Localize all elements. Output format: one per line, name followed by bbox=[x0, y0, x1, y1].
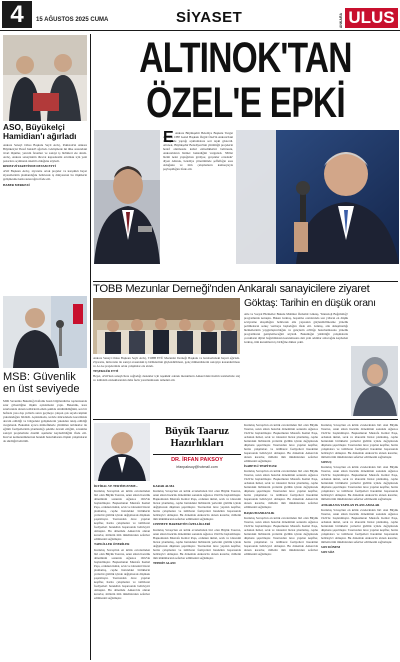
tobb-photo-image bbox=[93, 298, 240, 354]
goktas-headline: Göktaş: Tarihin en düşük oranı bbox=[244, 298, 376, 309]
brand-logo: ULUS bbox=[345, 8, 398, 28]
lead-caption-block bbox=[236, 264, 399, 274]
author-photo bbox=[94, 423, 150, 481]
column-para-5: Kurtuluş Savaşı'nın en kritik evrelerinden biri olan Büyük Taarruz, uzun süren hazırlık döneminin sonunda Ağustos 1922'de başlatılmıştır. Başkomutan Mustafa Kemal Paşa, ordunun ikmal, sevk ve idaresini bizzat planlamış, cephe hattındaki birliklerin yerlerini gizlilik içinde değiştirerek düşmanı şaşırtmıştır. Taarruzdan önce yapılan keşifler, harita çalışmaları ve istihbarat faaliyetleri harekâtın başarısında belirleyici olmuştur. Bu dönemde Ankara'da alınan kararlar, milletin tüm imkânlarının seferber edilmesini sağlamıştır. bbox=[244, 423, 318, 463]
aso-body bbox=[3, 143, 87, 271]
column-sub-4: CEPHEYE HAREKETİN ÖZELLİKLERİ bbox=[153, 522, 211, 527]
tobb-body-text: Ankara Sanayi Odası Başkanı Seyit Ardıç, TOBB ETÜ Mezunlar Derneği Başkanı ve beraberindeki heyeti ağırladı. Ziyarette, üniversite ile sanayi arasındaki iş birliklerinin güçlendirilmesi, genç mühendislerin sanayiye kazandırılması ve Ar-Ge projelerinde ortak çalışmalar ele alındı. bbox=[93, 356, 240, 368]
aso-photo-image bbox=[3, 35, 87, 121]
msb-headline-line1: MSB: Güvenlik bbox=[3, 371, 76, 383]
brand-tag: ANKARA bbox=[339, 13, 343, 29]
left-column-divider bbox=[90, 34, 91, 660]
msb-body: Milli Savunma Bakanlığı haftalık basın bilgilendirme toplantısında sınır güvenliğine ilişkin açıklamalar yaptı. Bakanlık, kara sınırlarında alınan tedbirlerin etkin şekilde sürdürüldüğünü, son bir haftada yasa dışı yollarla sınırı geçmeye çalışan çok sayıda kişinin yakalandığını bildirdi. Açıklamada, terörle mücadelede kararlılıkla devam edildiği ve bölgedeki gelişmelerin yakından takip edildiği vurgulandı. Bakanlık ayrıca müttefiklerle yürütülen tatbikatlar ile eğitim faaliyetlerinin planlandığı şekilde devam ettiğini, savunma sanayii projelerinde önemli aşamalar kaydedildiğini ifade etti. Kuvvet komutanlıklarının harekât hazırlıklarına ilişkin çalışmaların da sürdüğü belirtildi. bbox=[3, 399, 87, 443]
tobb-photo bbox=[93, 298, 240, 354]
tobb-body bbox=[93, 356, 240, 416]
tobb-headline: TOBB Mezunlar Derneği'nden Ankaralı sanayicilere ziyaret bbox=[93, 283, 370, 295]
msb-headline-line2: en üst seviyede bbox=[3, 383, 80, 395]
msb-photo bbox=[3, 296, 87, 368]
goktas-body: Aile ve Sosyal Hizmetler Bakanı Mahinur Özdemir Göktaş, 'Teknoloji Bağımlılığı' programında konuştu. Bakan Göktaş, boşanma oranlarında son yılların en düşük seviyesine ulaşıldığını belirterek aile yapısının güçlendirilmesine yönelik politikaların sonuç vermeye başladığını ifade etti. Göktaş, aile danışmanlığı hizmetlerinin yaygınlaştırıldığını ve gençlerin evliliğe hazırlanmasına yönelik programların genişletileceğini söyledi. Bakanlığın yürüttüğü çalışmalarla çocukların dijital bağımlılıktan korunmasına dair yeni adımlar atılacağını kaydeden Göktaş, tüm kurumların iş birliğine dikkat çekti. bbox=[244, 312, 348, 344]
altinok-photo bbox=[236, 130, 399, 264]
lower-divider bbox=[93, 419, 398, 420]
lead-headline-line2: ÖZEL'E EPKİ bbox=[146, 79, 345, 127]
lead-dropcap: E bbox=[163, 129, 174, 146]
tobb-top-rule bbox=[93, 281, 398, 282]
msb-photo-image bbox=[3, 296, 87, 368]
column-text-4 bbox=[321, 423, 398, 660]
aso-subhead: REDEP ZİYARETİNDE DEVAM ETTİ bbox=[3, 164, 56, 169]
aso-signature: HABER MERKEZİ bbox=[3, 182, 30, 187]
column-para-7: Kurtuluş Savaşı'nın en kritik evrelerinden biri olan Büyük Taarruz, uzun süren hazırlık döneminin sonunda Ağustos 1922'de başlatılmıştır. Başkomutan Mustafa Kemal Paşa, ordunun ikmal, sevk ve idaresini bizzat planlamış, cephe hattındaki birliklerin yerlerini gizlilik içinde değiştirerek düşmanı şaşırtmıştır. Taarruzdan önce yapılan keşifler, harita çalışmaları ve istihbarat faaliyetleri harekâtın başarısında belirleyici olmuştur. Bu dönemde Ankara'da alınan kararlar, milletin tüm imkânlarının seferber edilmesini sağlamıştır. bbox=[244, 515, 318, 556]
column-title bbox=[153, 426, 241, 450]
column-text-3 bbox=[244, 423, 318, 660]
column-para-3: Kurtuluş Savaşı'nın en kritik evrelerinden biri olan Büyük Taarruz, uzun süren hazırlık döneminin sonunda Ağustos 1922'de başlatılmıştır. Başkomutan Mustafa Kemal Paşa, ordunun ikmal, sevk ve idaresini bizzat planlamış, cephe hattındaki birliklerin yerlerini gizlilik içinde değiştirerek düşmanı şaşırtmıştır. Taarruzdan önce yapılan keşifler, harita çalışmaları ve istihbarat faaliyetleri harekâtın başarısında belirleyici olmuştur. Bu dönemde Ankara'da alınan kararlar, milletin tüm imkânlarının seferber edilmesini sağlamıştır. bbox=[153, 489, 241, 522]
issue-date: 15 AĞUSTOS 2025 CUMA bbox=[36, 17, 109, 23]
lead-body bbox=[163, 131, 233, 281]
page-number: 4 bbox=[2, 1, 32, 28]
aso-body-text-2: ASO Başkanı Ardıç, ziyarette ortak projeler ve karşılıklı heyet ziyaretlerinin planlandığını belirterek iş dünyasının bu ilişkilerin gelişmesine katkı sunacağını ifade etti. bbox=[3, 169, 87, 182]
column-sub-11: SON SÖZ bbox=[321, 550, 335, 555]
goktas-photo-image bbox=[351, 346, 398, 416]
lead-headline bbox=[94, 36, 397, 130]
masthead-rule bbox=[0, 30, 400, 31]
column-title-line1: Büyük Taaruz bbox=[165, 426, 229, 437]
column-sub-7: BAŞKUMANDANLIK bbox=[244, 510, 275, 515]
column-sub-6: İSABETLİ TESPİTLER bbox=[244, 464, 277, 469]
aso-photo bbox=[3, 35, 87, 121]
column-para-8: Kurtuluş Savaşı'nın en kritik evrelerinden biri olan Büyük Taarruz, uzun süren hazırlık döneminin sonunda Ağustos 1922'de başlatılmıştır. Başkomutan Mustafa Kemal Paşa, ordunun ikmal, sevk ve idaresini bizzat planlamış, cephe hattındaki birliklerin yerlerini gizlilik içinde değiştirerek düşmanı şaşırtmıştır. Taarruzdan önce yapılan keşifler, harita çalışmaları ve istihbarat faaliyetleri harekâtın başarısında belirleyici olmuştur. Bu dönemde Ankara'da alınan kararlar, milletin tüm imkânlarının seferber edilmesini sağlamıştır. bbox=[321, 423, 398, 459]
ozel-photo-image bbox=[94, 130, 160, 264]
column-author: DR. İRFAN PAKSOY bbox=[171, 457, 223, 463]
altinok-photo-image bbox=[236, 130, 399, 264]
column-title-line2: Hazırlıkları bbox=[170, 438, 224, 449]
column-sub-5: TEHDİT ALANI bbox=[153, 560, 176, 565]
column-para-1: Kurtuluş Savaşı'nın en kritik evrelerinden biri olan Büyük Taarruz, uzun süren hazırlık döneminin sonunda Ağustos 1922'de başlatılmıştır. Başkomutan Mustafa Kemal Paşa, ordunun ikmal, sevk ve idaresini bizzat planlamış, cephe hattındaki birliklerin yerlerini gizlilik içinde değiştirerek düşmanı şaşırtmıştır. Taarruzdan önce yapılan keşifler, harita çalışmaları ve istihbarat faaliyetleri harekâtın başarısında belirleyici olmuştur. Bu dönemde Ankara'da alınan kararlar, milletin tüm imkânlarının seferber edilmesini sağlamıştır. bbox=[94, 489, 150, 542]
column-para-10: Kurtuluş Savaşı'nın en kritik evrelerinden biri olan Büyük Taarruz, uzun süren hazırlık döneminin sonunda Ağustos 1922'de başlatılmıştır. Başkomutan Mustafa Kemal Paşa, ordunun ikmal, sevk ve idaresini bizzat planlamış, cephe hattındaki birliklerin yerlerini gizlilik içinde değiştirerek düşmanı şaşırtmıştır. Taarruzdan önce yapılan keşifler, harita çalışmaları ve istihbarat faaliyetleri harekâtın başarısında belirleyici olmuştur. Bu dönemde Ankara'da alınan kararlar, milletin tüm imkânlarının seferber edilmesini sağlamıştır. bbox=[321, 507, 398, 544]
ozel-photo bbox=[94, 130, 160, 264]
tobb-body-text-2: Heyet, ASO'nun sanayicilere sağladığı destekler için teşekkür ederek mezunların Ankara'daki üretim tesislerinde staj ve istihdam olanaklarından daha fazla yararlanmasını temenni etti. bbox=[93, 374, 240, 383]
column-email: irfanpaksoy@hotmail.com bbox=[176, 465, 218, 469]
column-sub-2: TAHLİLLER ÖNERİLER bbox=[94, 542, 130, 547]
column-sub-1: İKTİDAL VE TERTİPLENME... bbox=[94, 484, 139, 488]
column-para-2: Kurtuluş Savaşı'nın en kritik evrelerinden biri olan Büyük Taarruz, uzun süren hazırlık döneminin sonunda Ağustos 1922'de başlatılmıştır. Başkomutan Mustafa Kemal Paşa, ordunun ikmal, sevk ve idaresini bizzat planlamış, cephe hattındaki birliklerin yerlerini gizlilik içinde değiştirerek düşmanı şaşırtmıştır. Taarruzdan önce yapılan keşifler, harita çalışmaları ve istihbarat faaliyetleri harekâtın başarısında belirleyici olmuştur. Bu dönemde Ankara'da alınan kararlar, milletin tüm imkânlarının seferber edilmesini sağlamıştır. bbox=[94, 547, 150, 600]
lead-headline-line1: ALTINOK'TAN bbox=[139, 34, 352, 82]
column-sub-8: SONUÇ bbox=[321, 460, 332, 465]
column-sub-10: SON DÖNEM bbox=[321, 544, 340, 549]
column-text-2 bbox=[153, 484, 241, 660]
author-photo-image bbox=[94, 423, 150, 481]
goktas-photo bbox=[351, 346, 398, 416]
aso-body-text: Ankara Sanayi Odası Başkanı Seyit Ardıç, Pakistan'ın Ankara Büyükelçisi Yusuf Junaid'i ağırladı. Görüşmede iki ülke arasındaki ticari ilişkiler, yatırım fırsatları ve sanayi iş birlikleri ele alındı. Ardıç, Ankara sanayisinin ihracat kapasitesini artırmak için yeni pazarlara açılmanın önemli olduğunu söyledi. bbox=[3, 143, 87, 163]
column-author-rule bbox=[153, 454, 241, 455]
aso-headline: ASO, Büyükelçi Hamidian'ı ağırladı bbox=[3, 122, 77, 141]
column-para-4: Kurtuluş Savaşı'nın en kritik evrelerinden biri olan Büyük Taarruz, uzun süren hazırlık döneminin sonunda Ağustos 1922'de başlatılmıştır. Başkomutan Mustafa Kemal Paşa, ordunun ikmal, sevk ve idaresini bizzat planlamış, cephe hattındaki birliklerin yerlerini gizlilik içinde değiştirerek düşmanı şaşırtmıştır. Taarruzdan önce yapılan keşifler, harita çalışmaları ve istihbarat faaliyetleri harekâtın başarısında belirleyici olmuştur. Bu dönemde Ankara'da alınan kararlar, milletin tüm imkânlarının seferber edilmesini sağlamıştır. bbox=[153, 527, 241, 560]
column-sub-9: ANKARA'DA YAPILAN PLANLAMALAR bbox=[321, 502, 380, 507]
lead-body-text: Ankara Büyükşehir Belediye Başkanı Turgut Altınok, CHP Genel Başkanı Özgür Özel'in Ankara'daki mitinginde yaptığı açıklamalara sert tepki gösterdi. Altınok, Büyükşehir Belediyesi'nin yürüttüğü projelerin hedef alınmasını kabul etmediklerini belirterek, Ankaralıların hizmet beklediğini vurguladı. 'Millet bizim neler yaptığımızı görüyor, gerçekler ortadadır' diyen Altınok, belediye yönetiminde şeffaflığın esas olduğunu ve tüm çalışmaların kamuoyuyla paylaşıldığını ifade etti. bbox=[163, 131, 233, 171]
masthead bbox=[0, 0, 400, 32]
column-sub-3: KARAR ALMA bbox=[153, 484, 175, 488]
column-text-1 bbox=[94, 484, 150, 660]
section-title: SİYASET bbox=[176, 9, 243, 26]
column-para-6: Kurtuluş Savaşı'nın en kritik evrelerinden biri olan Büyük Taarruz, uzun süren hazırlık döneminin sonunda Ağustos 1922'de başlatılmıştır. Başkomutan Mustafa Kemal Paşa, ordunun ikmal, sevk ve idaresini bizzat planlamış, cephe hattındaki birliklerin yerlerini gizlilik içinde değiştirerek düşmanı şaşırtmıştır. Taarruzdan önce yapılan keşifler, harita çalışmaları ve istihbarat faaliyetleri harekâtın başarısında belirleyici olmuştur. Bu dönemde Ankara'da alınan kararlar, milletin tüm imkânlarının seferber edilmesini sağlamıştır. bbox=[244, 469, 318, 510]
tobb-subhead: TEŞEKKÜR ETTİ bbox=[93, 369, 119, 374]
column-para-9: Kurtuluş Savaşı'nın en kritik evrelerinden biri olan Büyük Taarruz, uzun süren hazırlık döneminin sonunda Ağustos 1922'de başlatılmıştır. Başkomutan Mustafa Kemal Paşa, ordunun ikmal, sevk ve idaresini bizzat planlamış, cephe hattındaki birliklerin yerlerini gizlilik içinde değiştirerek düşmanı şaşırtmıştır. Taarruzdan önce yapılan keşifler, harita çalışmaları ve istihbarat faaliyetleri harekâtın başarısında belirleyici olmuştur. Bu dönemde Ankara'da alınan kararlar, milletin tüm imkânlarının seferber edilmesini sağlamıştır. bbox=[321, 465, 398, 502]
